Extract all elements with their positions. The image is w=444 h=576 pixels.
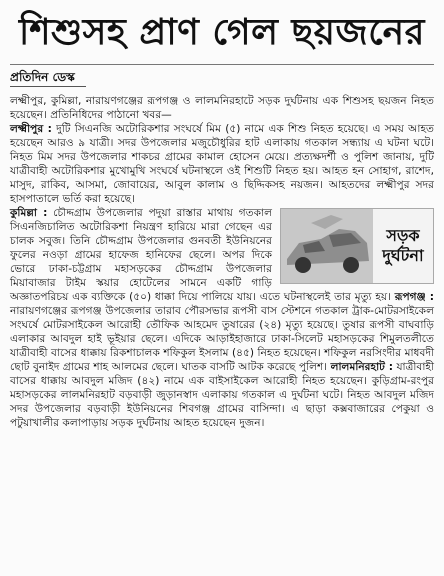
text-lalmonirhat: যাত্রীবাহী বাসের ধাক্কায় আবদুল মজিদ (৪২) নামে এক বাইসাইকেল আরোহী নিহত হয়েছেন। কুড়িগ্রাম-রংপুর মহাসড়কের লালমনিরহাট বড়বাড়ী জুড়ানস্বাদ এলাকায় গতকাল এ দুর্ঘটনা ঘটে। নিহত আবদুল মজিদ সদর উপজেলার বড়বাড়ী ইউনিয়নের শিবগঞ্জ গ্রামের বাসিন্দা। এ ছাড়া কক্সবাজারের পেকুয়া ও পটুয়াখালীর কলাপাড়ায় সড়ক দুর্ঘটনায় আহত হয়েছেন দুজন। bbox=[10, 361, 434, 429]
paragraph-cumilla bbox=[10, 206, 434, 430]
accident-section-label bbox=[373, 209, 433, 283]
box-label-line2: দুর্ঘটনা bbox=[382, 246, 424, 265]
text-lakshmipur: দুটি সিএনজি অটোরিকশার সংঘর্ষে মিম (৫) নামে এক শিশু নিহত হয়েছে। এ সময় আহত হয়েছেন আরও ৯ যাত্রী। সদর উপজেলার মজুচৌধুরির হাট এলাকায় গতকাল সন্ধ্যায় এ ঘটনা ঘটে। নিহত মিম সদর উপজেলার শাকচর গ্রামের কামাল হোসেন মেয়ে। প্রত্যক্ষদর্শী ও পুলিশ জানায়, দুটি যাত্রীবাহী অটোরিকশার মুখোমুখি সংঘর্ষে ঘটনাস্থলে ওই শিশুটি নিহত হয়। আহত হন সোহাগ, রাশেদ, মাসুদ, রাকিব, আসমা, জোবায়ের, আবুল কালাম ও ছিদ্দিকসহ নয়জন। আহতদের লক্ষ্মীপুর সদর হাসপাতালে ভর্তি করা হয়েছে। bbox=[10, 123, 434, 205]
byline-underline bbox=[10, 86, 86, 87]
text-rupganj: নারায়ণগঞ্জের রূপগঞ্জ উপজেলার তারাব পৌরসভার রূপসী বাস স্টেশনে গতকাল ট্রাক-মোটরসাইকেল সংঘর্ষে মোটরসাইকেল আরোহী তৌফিক আহমেদ তুষারের (২৪) মৃত্যু হয়েছে। তুষার রূপসী বাঘবাড়ি এলাকার আবদুল হাই ভূইয়ার ছেলে। এদিকে আড়াইহাজারে ঢাকা-সিলেট মহাসড়কের শিমুলতলীতে যাত্রীবাহী বাসের ধাক্কায় রিকশাচালক শফিকুল ইসলাম (৪৫) নিহত হয়েছেন। শফিকুল নরসিংদীর মাধবদী ছোট বুনাইদ গ্রামের শাহ আলমের ছেলে। ঘাতক বাসটি আটক করেছে পুলিশ। bbox=[10, 305, 434, 373]
paragraph-lakshmipur bbox=[10, 122, 434, 206]
dateline-lalmonirhat: লালমনিরহাট : bbox=[330, 361, 393, 373]
divider bbox=[10, 64, 434, 65]
intro-paragraph: লক্ষ্মীপুর, কুমিল্লা, নারায়ণগঞ্জের রূপগঞ্জ ও লালমনিরহাটে সড়ক দুর্ঘটনায় এক শিশুসহ ছয়জন নিহত হয়েছেন। প্রতিনিধিদের পাঠানো খবর— bbox=[10, 95, 434, 121]
byline: প্রতিদিন ডেস্ক bbox=[10, 70, 75, 84]
article-body bbox=[10, 94, 434, 570]
dateline-lakshmipur: লক্ষ্মীপুর : bbox=[10, 123, 52, 135]
text-cumilla: চৌদ্দগ্রাম উপজেলার পদুয়া রাস্তার মাথায় গতকাল সিএনজিচালিত অটোরিকশা নিয়ন্ত্রণ হারিয়ে মারা গেছেন এর চালক সবুজ। তিনি চৌদ্দগ্রাম উপজেলার গুনবতী ইউনিয়নের ফুলের নওড়া গ্রামের হাফেজ হানিফের ছেলে। অপর দিকে ভোরে ঢাকা-চট্টগ্রাম মহাসড়কের চৌদ্দগ্রাম উপজেলার মিয়াবাজার টাইম স্কয়ার হোটেলের সামনে একটি গাড়ি অজ্ঞাতপরিচয় এক ব্যক্তিকে (৫০) ধাক্কা দিয়ে পালিয়ে যায়। এতে ঘটনাস্থলেই তার মৃত্যু হয়। bbox=[10, 207, 391, 303]
headline: শিশুসহ প্রাণ গেল ছয়জনের bbox=[19, 12, 425, 53]
dateline-cumilla: কুমিল্লা : bbox=[10, 207, 48, 219]
car-crash-photo bbox=[281, 209, 373, 283]
car-crash-icon bbox=[281, 209, 373, 283]
dateline-rupganj: রূপগঞ্জ : bbox=[394, 291, 434, 303]
accident-section-box bbox=[280, 208, 434, 284]
box-label-line1: সড়ক bbox=[386, 226, 420, 245]
